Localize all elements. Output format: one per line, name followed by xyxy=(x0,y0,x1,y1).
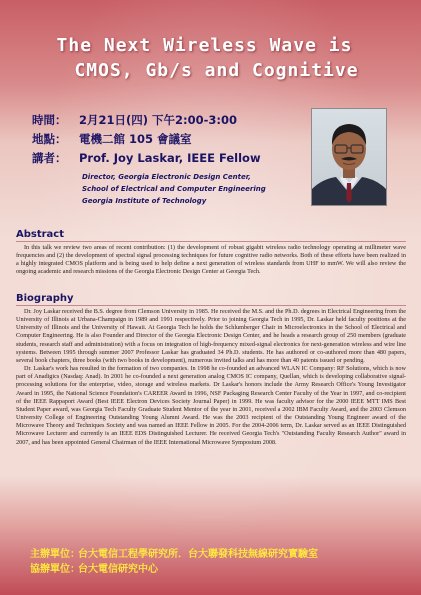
organizer-row xyxy=(30,547,410,562)
title-line-2: CMOS, Gb/s and Cognitive xyxy=(74,60,359,81)
time-label: 時間： xyxy=(32,113,67,127)
organizer-value: 台大電信工程學研究所．台大聯發科技無線研究實驗室 xyxy=(78,549,318,560)
co-organizer-row xyxy=(30,562,410,577)
speaker-affiliation xyxy=(82,171,302,207)
place-row xyxy=(32,130,302,149)
affiliation-line: Georgia Institute of Technology xyxy=(82,197,207,205)
co-organizer-value: 台大電信研究中心 xyxy=(78,564,158,575)
speaker-portrait-image xyxy=(312,109,386,205)
footer-organizers xyxy=(30,547,410,577)
place-label: 地點： xyxy=(32,132,67,146)
co-organizer-label: 協辦單位： xyxy=(30,564,80,575)
speaker-row xyxy=(32,149,302,168)
time-row xyxy=(32,111,302,130)
speaker-value: Prof. Joy Laskar, IEEE Fellow xyxy=(79,151,261,165)
biography-heading: Biography xyxy=(16,293,406,306)
biography-paragraph: Dr. Laskar's work has resulted in the formation of two companies. In 1998 he co-founded an advanced WLAN IC Company: RF Solutions, which is now part of Anadigics (Nasdaq: Anad). In 2001 he co-founded a next generation analog CMOS IC company, Quellan, which is developing collaborative signal-processing solutions for the enterprise, video, storage and wireless markets. Dr Laskar's honors include the Army Research Office's Young Investigator Award in 1995, the National Science Foundation's CAREER Award in 1996, NSF Packaging Research Center Faculty of the Year in 1997, and co-recipient of the IEEE Rappaport Award (Best IEEE Electron Devices Society Journal Paper) in 1999. He was faculty advisor for the 2000 IEEE MTT IMS Best Student Paper award, was Georgia Tech Faculty Graduate Student Mentor of the year in 2001, received a 2002 IBM Faculty Award, and the 2003 Clemson University College of Engineering Outstanding Young Alumni Award. He was the 2003 recipient of the Outstanding Young Engineer award of the Microwave Theory and Techniques Society and was named an IEEE Fellow in 2005. For the 2004-2006 term, Dr. Laskar served as an IEEE Distinguished Microwave Lecturer and currently is an IEEE EDS Distinguished Lecturer. He received Georgia Tech's "Outstanding Faculty Research Author" award in 2007, and has been appointed General Chairman of the IEEE International Microwave Symposium 2008. xyxy=(16,365,406,446)
abstract-text: In this talk we review two areas of recent contribution: (1) the development of robust gigabit wireless radio technology operating at millimeter wave frequencies and (2) the development of spectral signal processing techniques for future cognitive radio networks. Both of these efforts have been realized in a highly integrated CMOS platform and is being used to help define a next generation of wireless standards from UHF to mmW. We will also review the ongoing academic and research missions of the Georgia Electronic Design Center at Georgia Tech. xyxy=(16,244,406,276)
affiliation-line: School of Electrical and Computer Engineering xyxy=(82,185,266,193)
place-value: 電機二館 105 會議室 xyxy=(79,132,192,146)
organizer-label: 主辦單位： xyxy=(30,549,80,560)
title-line-1: The Next Wireless Wave is xyxy=(56,35,353,56)
event-info xyxy=(32,111,302,207)
time-value: 2月21日(四) 下午2:00-3:00 xyxy=(79,113,238,127)
abstract-heading: Abstract xyxy=(16,229,406,242)
biography-paragraph: Dr. Joy Laskar received the B.S. degree from Clemson University in 1985. He received the M.S. and the Ph.D. degrees in Electrical Engineering from the University of Illinois at Urbana-Champaign in 1989 and 1991 respectively. Prior to joining Georgia Tech in 1995, Dr. Laskar held faculty positions at the University of Illinois and the University of Hawaii. At Georgia Tech he holds the Schlumberger Chair in Microelectronics in the School of Electrical and Computer Engineering. He is also Founder and Director of the Georgia Electronic Design Center, and he heads a research group of 250 members (graduate students, research staff and administration) with a focus on integration of high-frequency mixed-signal electronics for next-generation wireless and wire line systems. Between 1995 through summer 2007 Professor Laskar has graduated 34 Ph.D. students. He has authored or co-authored more than 480 papers, several book chapters, three books (with two books in development), numerous invited talks and has more than 40 patents issued or pending. xyxy=(16,308,406,364)
affiliation-line: Director, Georgia Electronic Design Center, xyxy=(82,173,251,181)
speaker-photo xyxy=(311,108,387,206)
speaker-label: 講者： xyxy=(32,151,67,165)
abstract-section xyxy=(16,229,406,277)
biography-section xyxy=(16,293,406,447)
